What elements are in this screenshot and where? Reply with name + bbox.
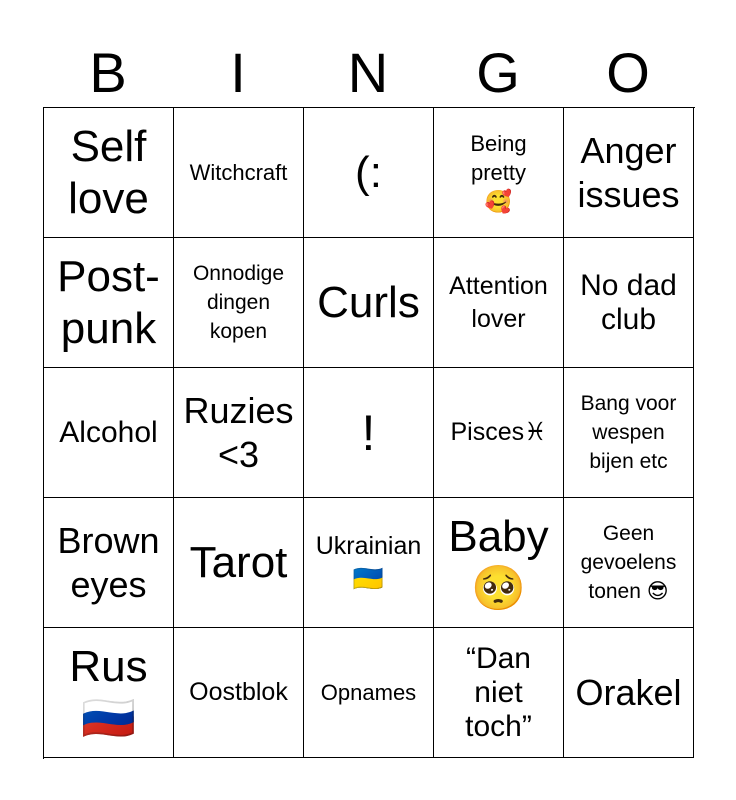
bingo-cell[interactable]: Ruzies <3	[174, 368, 304, 498]
bingo-board	[43, 107, 695, 759]
bingo-cell[interactable]: Tarot	[174, 498, 304, 628]
bingo-cell[interactable]: Orakel	[564, 628, 694, 758]
header-letter-o: O	[606, 41, 650, 104]
header-letter-i: I	[230, 41, 246, 104]
bingo-cell[interactable]: Self love	[44, 108, 174, 238]
bingo-cell[interactable]: Witchcraft	[174, 108, 304, 238]
bingo-cell[interactable]: Oostblok	[174, 628, 304, 758]
bingo-header	[43, 38, 693, 108]
bingo-cell[interactable]: Baby 🥺	[434, 498, 564, 628]
bingo-cell[interactable]: Anger issues	[564, 108, 694, 238]
bingo-cell[interactable]: “Dan niet toch”	[434, 628, 564, 758]
bingo-cell[interactable]: Rus 🇷🇺	[44, 628, 174, 758]
bingo-cell[interactable]: Opnames	[304, 628, 434, 758]
bingo-cell[interactable]: Curls	[304, 238, 434, 368]
bingo-cell[interactable]: Bang voor wespen bijen etc	[564, 368, 694, 498]
bingo-cell[interactable]: Post- punk	[44, 238, 174, 368]
header-letter-b: B	[89, 41, 127, 104]
bingo-cell[interactable]: Being pretty 🥰	[434, 108, 564, 238]
bingo-cell[interactable]: (:	[304, 108, 434, 238]
bingo-cell[interactable]: Attention lover	[434, 238, 564, 368]
header-letter-n: N	[347, 41, 389, 104]
bingo-cell[interactable]: Geen gevoelens tonen 😎	[564, 498, 694, 628]
bingo-cell[interactable]: Pisces♓	[434, 368, 564, 498]
bingo-cell[interactable]: Brown eyes	[44, 498, 174, 628]
bingo-cell[interactable]: !	[304, 368, 434, 498]
bingo-cell[interactable]: Ukrainian 🇺🇦	[304, 498, 434, 628]
header-letter-g: G	[476, 41, 520, 104]
bingo-cell[interactable]: Onnodige dingen kopen	[174, 238, 304, 368]
bingo-cell[interactable]: No dad club	[564, 238, 694, 368]
bingo-cell[interactable]: Alcohol	[44, 368, 174, 498]
